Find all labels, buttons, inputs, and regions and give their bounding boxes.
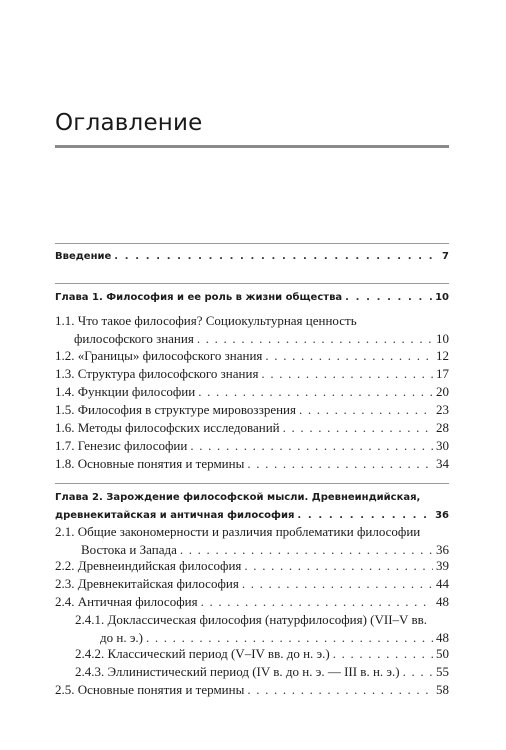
toc-entry-label-line1: 1.1. Что такое философия? Социокультурная ценность	[55, 313, 357, 328]
toc-entry-page: 20	[436, 384, 449, 399]
toc-entry-1-1[interactable]	[55, 312, 449, 348]
dot-leader	[247, 455, 433, 473]
toc-entry-2-2[interactable]	[55, 557, 449, 575]
toc-entry-2-1[interactable]	[55, 523, 449, 559]
toc-entry-label: 1.2. «Границы» философского знания	[55, 348, 263, 363]
toc-entry-1-5[interactable]	[55, 401, 449, 419]
chapter-page: 36	[435, 510, 449, 521]
toc-entry-label: 2.5. Основные понятия и термины	[55, 682, 245, 697]
toc-entry-page: 10	[436, 331, 449, 346]
toc-entry-label: 2.4.2. Классический период (V–IV вв. до н. э.)	[75, 646, 330, 661]
section-divider	[55, 483, 449, 484]
toc-entry-page: 58	[436, 682, 449, 697]
toc-entry-2-4-3[interactable]	[55, 663, 449, 681]
dot-leader	[201, 593, 433, 611]
toc-entry-1-4[interactable]	[55, 383, 449, 401]
toc-entry-label: 1.6. Методы философских исследований	[55, 420, 280, 435]
toc-entry-page: 12	[436, 348, 449, 363]
toc-entry-2-4[interactable]	[55, 593, 449, 611]
toc-entry-label: 2.2. Древнеиндийская философия	[55, 558, 242, 573]
dot-leader	[244, 557, 433, 575]
toc-chapter-1[interactable]	[55, 289, 449, 307]
toc-entry-1-3[interactable]	[55, 365, 449, 383]
toc-entry-1-6[interactable]	[55, 419, 449, 437]
toc-entry-2-3[interactable]	[55, 575, 449, 593]
toc-entry-1-2[interactable]	[55, 347, 449, 365]
toc-entry-page: 48	[436, 594, 449, 609]
dot-leader	[197, 330, 433, 348]
toc-entry-page: 48	[436, 630, 449, 645]
toc-entry-label-line1: 2.4.1. Доклассическая философия (натурфилософия) (VII–V вв.	[75, 612, 427, 627]
toc-entry-label: 2.4.3. Эллинистический период (IV в. до н. э. — III в. н. э.)	[75, 664, 400, 679]
toc-entry-page: 55	[436, 664, 449, 679]
dot-leader	[198, 383, 433, 401]
toc-entry-page: 50	[436, 646, 449, 661]
toc-entry-label: 1.5. Философия в структуре мировоззрения	[55, 402, 296, 417]
section-divider	[55, 283, 449, 284]
toc-entry-label: 1.7. Генезис философии	[55, 438, 188, 453]
toc-entry-page: 30	[436, 438, 449, 453]
section-divider	[55, 243, 449, 244]
chapter-title: Глава 1. Философия и ее роль в жизни общества	[55, 292, 343, 303]
dot-leader	[190, 437, 433, 455]
toc-entry-2-4-2[interactable]	[55, 645, 449, 663]
chapter-title-line2: древнекитайская и античная философия	[55, 510, 295, 521]
toc-entry-page: 39	[436, 558, 449, 573]
toc-entry-label-line2: до н. э.)	[100, 630, 143, 645]
title-rule	[55, 145, 449, 148]
toc-entry-page: 17	[436, 366, 449, 381]
dot-leader	[242, 575, 433, 593]
toc-entry-label-line1: 2.1. Общие закономерности и различия проблематики философии	[55, 524, 421, 539]
chapter-title-line1: Глава 2. Зарождение философской мысли. Древнеиндийская,	[55, 492, 421, 503]
dot-leader	[114, 248, 439, 266]
dot-leader	[299, 401, 433, 419]
toc-entry-page: 23	[436, 402, 449, 417]
toc-entry-2-5[interactable]	[55, 681, 449, 699]
dot-leader	[261, 365, 433, 383]
dot-leader	[403, 663, 433, 681]
toc-entry-1-8[interactable]	[55, 455, 449, 473]
toc-entry-label: 2.4. Античная философия	[55, 594, 198, 609]
toc-entry-page: 7	[442, 251, 449, 262]
dot-leader	[283, 419, 433, 437]
dot-leader	[345, 289, 432, 307]
toc-entry-label: 1.3. Структура философского знания	[55, 366, 259, 381]
toc-entry-page: 44	[436, 576, 449, 591]
chapter-page: 10	[435, 292, 449, 303]
toc-entry-page: 28	[436, 420, 449, 435]
toc-entry-label-line2: Востока и Запада	[81, 542, 177, 557]
toc-chapter-2[interactable]	[55, 489, 449, 525]
page-title: Оглавление	[55, 110, 203, 136]
toc-entry-page: 36	[436, 542, 449, 557]
toc-entry-label: 1.4. Функции философии	[55, 384, 196, 399]
toc-entry-label: 1.8. Основные понятия и термины	[55, 456, 245, 471]
dot-leader	[247, 681, 433, 699]
dot-leader	[265, 347, 433, 365]
dot-leader	[333, 645, 433, 663]
toc-entry-label: Введение	[55, 251, 112, 262]
toc-entry-label-line2: философского знания	[74, 331, 194, 346]
toc-entry-intro[interactable]	[55, 248, 449, 266]
toc-entry-2-4-1[interactable]	[55, 611, 449, 647]
toc-entry-label: 2.3. Древнекитайская философия	[55, 576, 239, 591]
toc-entry-page: 34	[436, 456, 449, 471]
toc-entry-1-7[interactable]	[55, 437, 449, 455]
